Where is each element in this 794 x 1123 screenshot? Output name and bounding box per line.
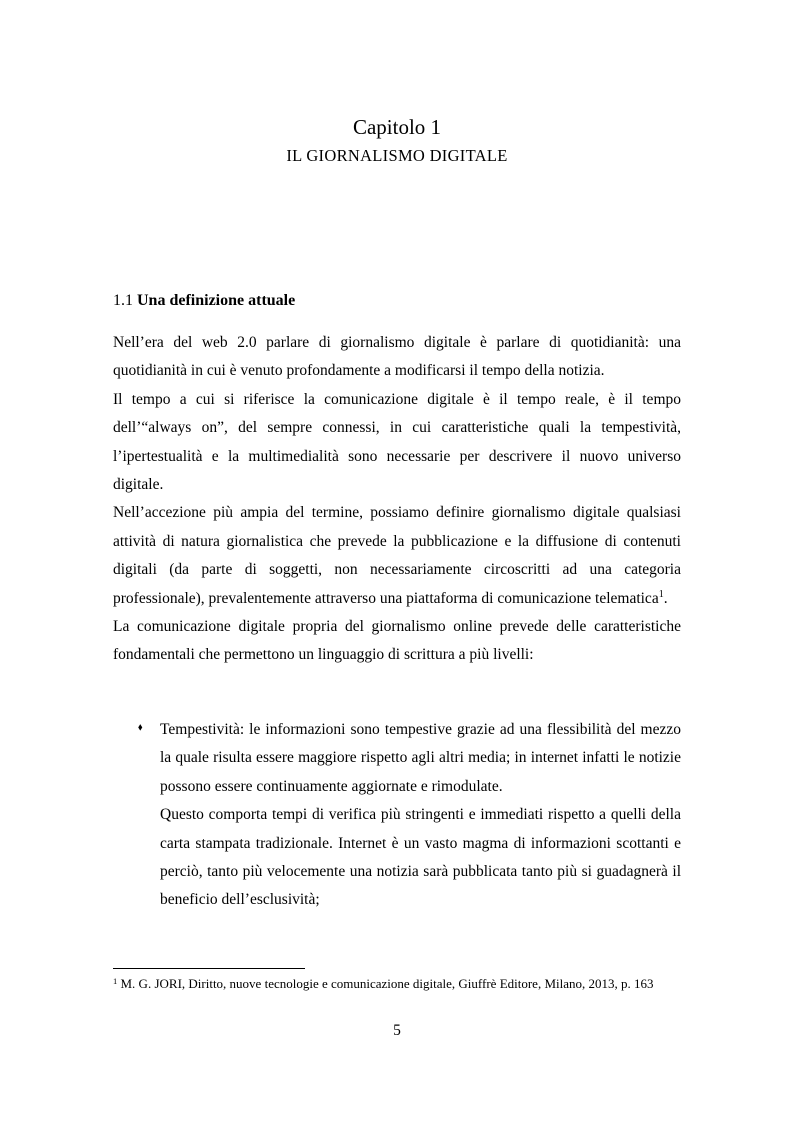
bullet-paragraph: Tempestività: le informazioni sono tempestive grazie ad una flessibilità del mezzo la quale risulta essere maggiore rispetto agli altri media; in internet infatti le notizie possono essere continuamente aggiornate e rimodulate. xyxy=(160,721,681,795)
paragraph-2: Il tempo a cui si riferisce la comunicazione digitale è il tempo reale, è il tempo dell’“always on”, del sempre connessi, in cui caratteristiche quali la tempestività, l’ipertestualità e la multimedialità sono necessarie per descrivere il nuovo universo digitale. xyxy=(113,390,681,494)
footnote-text: M. G. JORI, Diritto, nuove tecnologie e comunicazione digitale, Giuffrè Editore, Milano, 2013, p. 163 xyxy=(120,976,654,991)
paragraph-3-text: Nell’accezione più ampia del termine, possiamo definire giornalismo digitale qualsiasi attività di natura giornalistica che prevede la pubblicazione e la diffusione di contenuti digitali (da parte di soggetti, non necessariamente circoscritti ad una categoria professionale), prevalentemente attraverso una piattaforma di comunicazione telematica xyxy=(113,504,681,607)
diamond-bullet-icon: ⬧ xyxy=(138,722,143,733)
footnote xyxy=(113,975,693,993)
list-item xyxy=(113,716,681,915)
body-text xyxy=(113,329,681,670)
chapter-number: Capitolo 1 xyxy=(352,115,442,139)
footnote-number: 1 xyxy=(113,976,118,986)
footnote-separator xyxy=(113,968,305,969)
section-number: 1.1 xyxy=(113,292,133,309)
paragraph-3-end: . xyxy=(663,589,668,607)
section-title: Una definizione attuale xyxy=(137,292,296,309)
section-heading xyxy=(113,290,683,312)
page-number: 5 xyxy=(393,1022,401,1039)
paragraph-1: Nell’era del web 2.0 parlare di giornalismo digitale è parlare di quotidianità: una quotidianità in cui è venuto profondamente a modificarsi il tempo della notizia. xyxy=(113,334,681,380)
bullet-paragraph: Questo comporta tempi di verifica più stringenti e immediati rispetto a quelli della carta stampata tradizionale. Internet è un vasto magma di informazioni scottanti e perciò, tanto più velocemente una notizia sarà pubblicata tanto più si guadagnerà il beneficio dell’esclusività; xyxy=(160,806,681,909)
chapter-title: IL GIORNALISMO DIGITALE xyxy=(286,146,508,165)
paragraph-4: La comunicazione digitale propria del giornalismo online prevede delle caratteristiche fondamentali che permettono un linguaggio di scrittura a più livelli: xyxy=(113,618,681,664)
footnote-reference[interactable]: 1 xyxy=(658,588,664,600)
bullet-list xyxy=(113,716,681,915)
paragraph-3 xyxy=(113,499,681,613)
